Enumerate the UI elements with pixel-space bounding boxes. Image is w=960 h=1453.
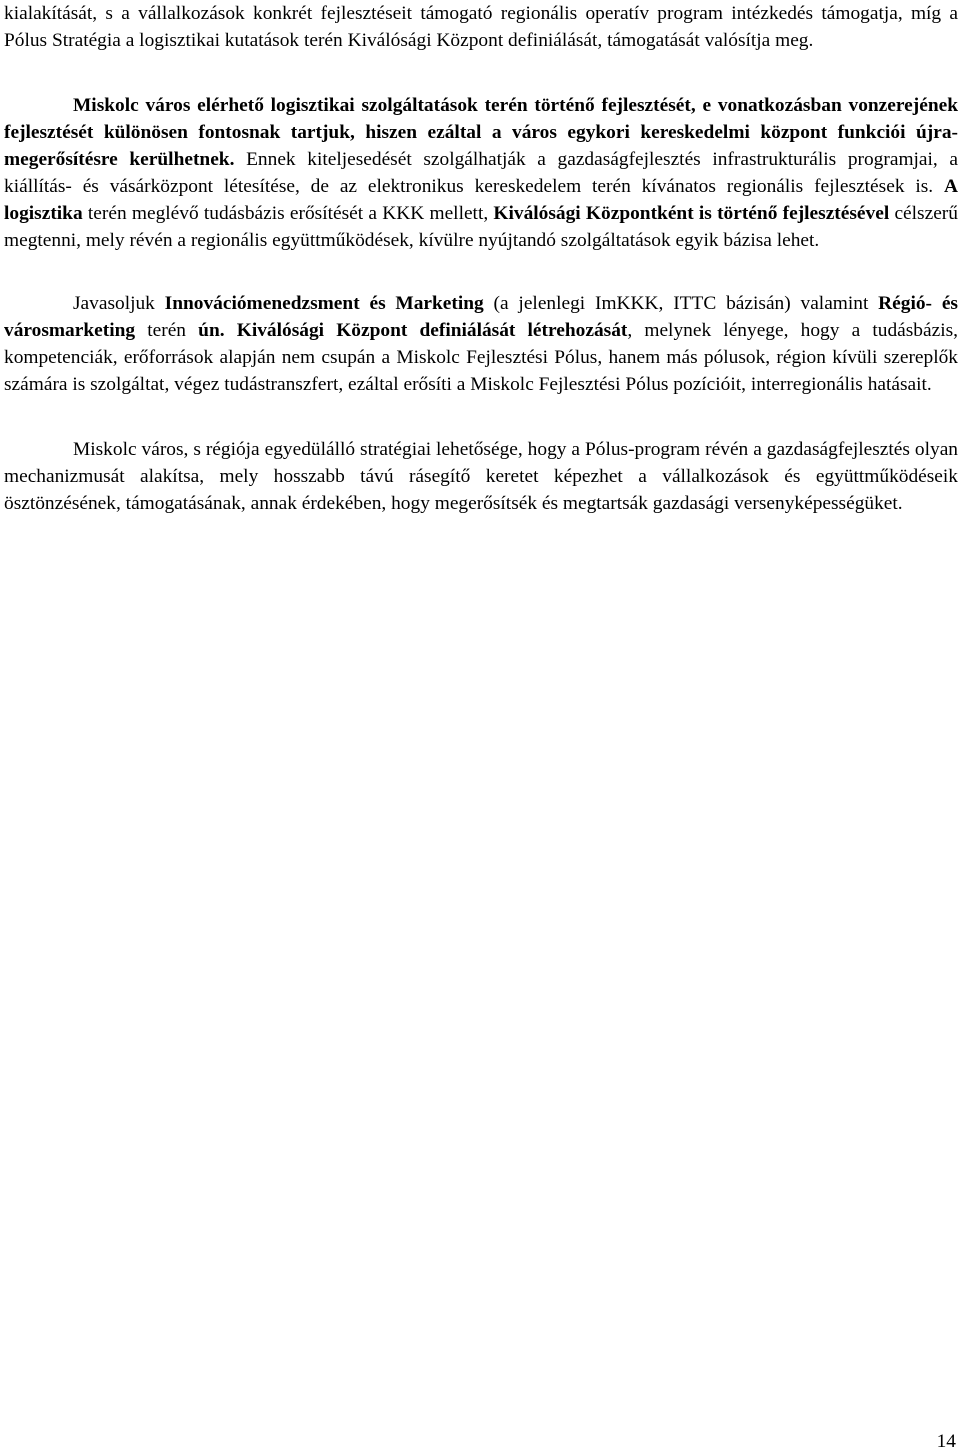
paragraph-text: kialakítását, s a vállalkozások konkrét fejlesztéseit támogató regionális operatív program intézkedés támogatja, míg a Pólus Stratégia a logisztikai kutatások terén Kiválósági Központ definiálását, támogatását valósítja meg. (4, 3, 958, 51)
paragraph-continuation (4, 0, 958, 54)
paragraph-text: célszerű megtenni, mely révén a regionális együttműködések, kívülre nyújtandó szolgáltatások egyik bázisa lehet. (4, 203, 958, 251)
bold-text: A logisztika (4, 176, 958, 224)
bold-text: ún. Kiválósági Központ definiálását létrehozását (198, 320, 628, 341)
bold-text: Régió- és városmarketing (4, 293, 958, 341)
paragraph-text: Ennek kiteljesedését szolgálhatják a gazdaságfejlesztés infrastrukturális programjai, a kiállítás- és vásárközpont létesítése, de az elektronikus kereskedelem terén kívánatos regionális fejlesztések is. (4, 149, 958, 197)
paragraph-strategy (4, 436, 958, 517)
paragraph-logistics (4, 92, 958, 254)
paragraph-text: , melynek lényege, hogy a tudásbázis, kompetenciák, erőforrások alapján nem csupán a Miskolc Fejlesztési Pólus, hanem más pólusok, région kívüli szereplők számára is szolgáltat, végez tudástranszfert, ezáltal erősíti a Miskolc Fejlesztési Pólus pozícióit, interregionális hatásait. (4, 320, 958, 395)
paragraph-text: terén meglévő tudásbázis erősítését a KKK mellett, (82, 203, 494, 224)
paragraph-innovation (4, 290, 958, 398)
page-number: 14 (936, 1431, 956, 1452)
bold-text: Miskolc város elérhető logisztikai szolgáltatások terén történő fejlesztését, e vonatkozásban vonzerejének fejlesztését különösen fontosnak tartjuk, hiszen ezáltal a város egykori kereskedelmi központ funkciói újra-megerősítésre kerülhetnek. (4, 95, 958, 170)
paragraph-text: Miskolc város, s régiója egyedülálló stratégiai lehetősége, hogy a Pólus-program révén a gazdaságfejlesztés olyan mechanizmusát alakítsa, mely hosszabb távú rásegítő keretet képezhet a vállalkozások és együttműködéseik ösztönzésének, támogatásának, annak érdekében, hogy megerősítsék és megtartsák gazdasági versenyképességüket. (4, 439, 958, 514)
paragraph-text: (a jelenlegi ImKKK, ITTC bázisán) valamint (483, 293, 879, 314)
bold-text: Kiválósági Központként is történő fejlesztésével (493, 203, 890, 224)
paragraph-text: terén (135, 320, 199, 341)
paragraph-text: Javasoljuk (73, 293, 165, 314)
bold-text: Innovációmenedzsment és Marketing (164, 293, 484, 314)
page-body (4, 0, 958, 517)
